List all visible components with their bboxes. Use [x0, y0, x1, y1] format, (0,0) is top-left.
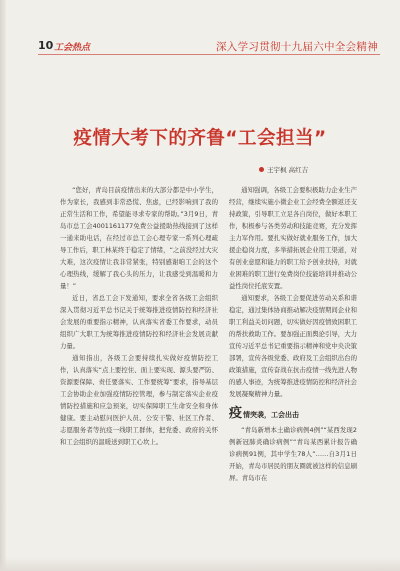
paragraph: “青岛新增本土确诊病例4例”“某西发现2例新冠肺炎确诊病例”“青岛某西累计报告确诊病例91例，其中学生78人”……自3月1日开始，青岛市居民的朋友圈就被这样的信息刷屏。青岛市在 [229, 426, 357, 482]
paragraph: 通知指出，各级工会要持续扎实做好疫情防控工作，认真落实“点上要控住、面上要实现、源头要严防、资源要保障、责任要落实、工作要统筹”要求，指导基层工会协助企业加强疫情防控管理，参与制定落实企业疫情防控措施和应急预案，切实保障职工生命安全和身体健康。要主动慰问医护人员、公安干警、社区工作者、志愿服务者等抗疫一线职工群体，把党委、政府的关怀和工会组织的温暖送到职工心坎上。 [60, 354, 218, 446]
article-column-left [60, 184, 218, 448]
page-edge-shadow [0, 0, 6, 571]
article-column-right [229, 184, 357, 484]
section-label: 工会热点 [54, 43, 91, 53]
page-bottom-shadow [0, 557, 400, 571]
page-number: 10 [38, 39, 54, 52]
subheading-initial: 疫 [229, 406, 243, 421]
paragraph: 通知要求，各级工会要促进劳动关系和谐稳定，通过集体协商推动解决疫情期间企业和职工利益关切问题，切实做好因疫情致困职工的帮扶救助工作。要加强正面舆论引导，大力宣传习近平总书记重要指示精神和党中央决策部署，宣传各级党委、政府及工会组织出台的政策措施，宣传奋战在抗击疫情一线先进人物的感人事迹，为统筹推进疫情防控和经济社会发展凝聚精神力量。 [229, 294, 357, 398]
header-rule [38, 54, 380, 55]
subheading-text: 情突袭，工会出击 [243, 411, 300, 419]
byline-authors: 王宇枫 高红吉 [267, 166, 309, 174]
section-subheading [229, 407, 357, 420]
paragraph: “您好，青岛目前疫情出来的大部分都是中小学生，作为家长，我感到非常恐慌、焦虑，已经影响到了我的正常生活和工作，希望能寻求专家的帮助。”3月9日，青岛市总工会4001161177免费公益援助热线接到了这样一通来助电话，在经过市总工会心理专家一系列心理疏导工作后，职工林某终于稳定了情绪，“之前没经过大灾大难，这次疫情让我非常紧张，特别感谢咱工会的这个心理热线，缓解了我心头的压力，让我感受到温暖和力量！” [60, 186, 218, 290]
paragraph: 通知强调，各级工会要积极助力企业生产经营，继续实施小微企业工会经费全额返还支持政策，引导职工立足各自岗位，做好本职工作，积极参与各类劳动和技能竞赛，充分发挥主力军作用。要扎实做好就业服务工作，加大援企稳岗力度，多举措拓展企业用工渠道，对有创业意愿和能力的职工给予创业扶持，对就业困难的职工进行免费岗位技能培训并推动公益性岗位托底安置。 [229, 186, 357, 290]
byline [259, 165, 308, 174]
article-title: 疫情大考下的齐鲁“工会担当” [73, 128, 327, 149]
running-title: 深入学习贯彻十九届六中全会精神 [216, 41, 378, 53]
paragraph: 近日，省总工会下发通知，要求全省各级工会组织深入贯彻习近平总书记关于统筹推进疫情防控和经济社会发展的重要指示精神，认真落实省委工作要求，动员组织广大职工为统筹推进疫情防控和经济社会发展贡献力量。 [60, 294, 218, 350]
page-header [0, 0, 400, 60]
byline-bullet-icon [259, 167, 264, 172]
